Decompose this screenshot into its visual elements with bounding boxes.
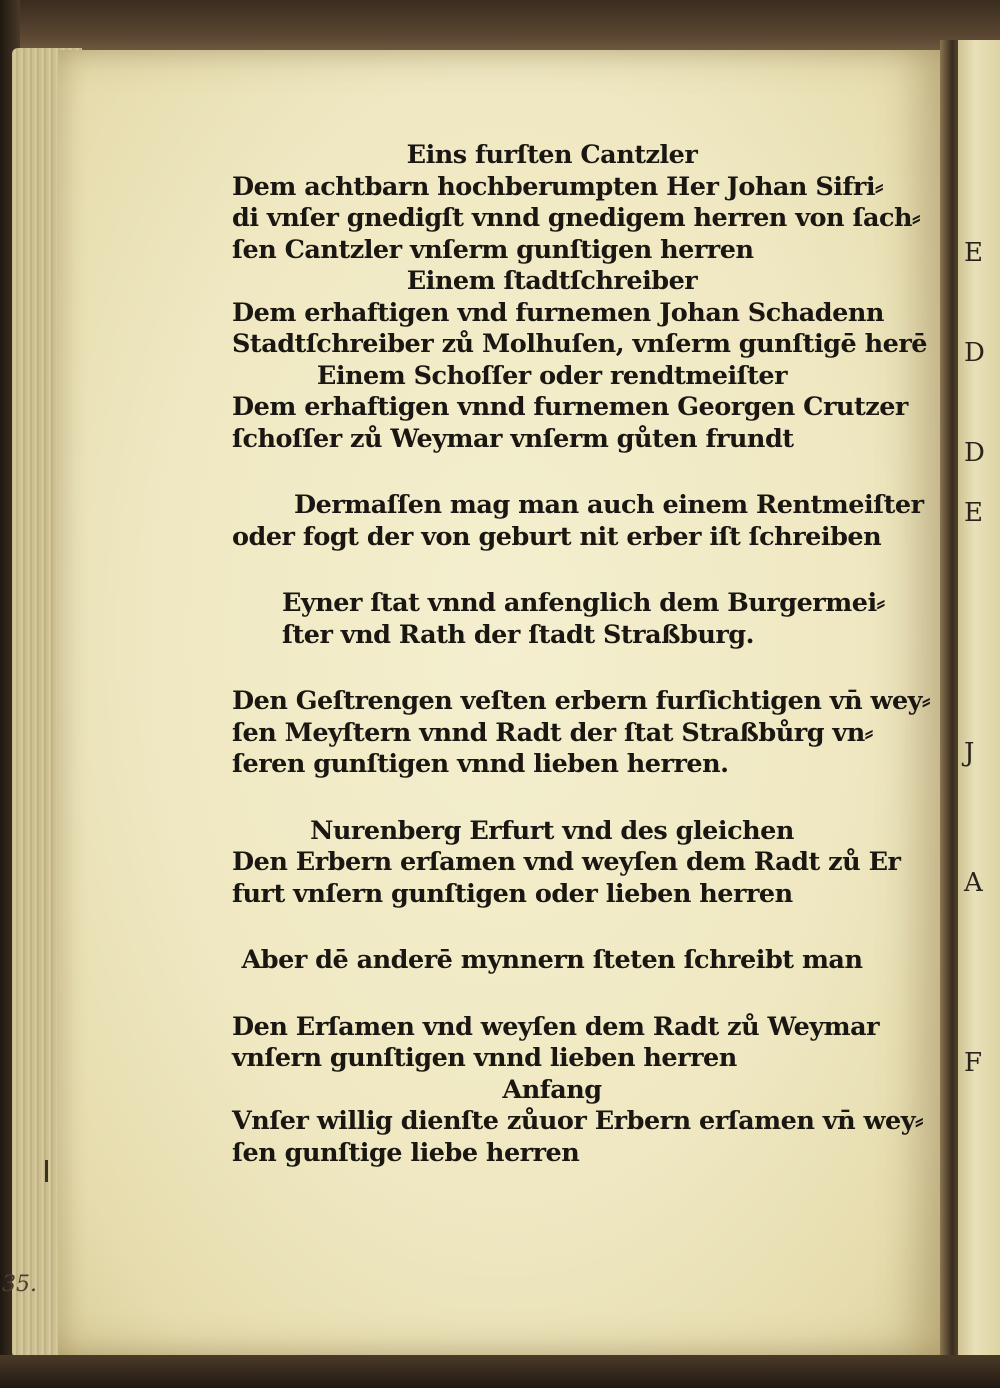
text-line: di vnſer gnedigſt vnnd gnedigem herren von ſach⸗ — [232, 203, 921, 233]
paragraph-gap — [232, 781, 872, 816]
text-line: Aber dē anderē mynnern ſteten ſchreibt man — [241, 945, 863, 975]
paragraph-gap — [232, 977, 872, 1012]
text-line: ſen gunſtige liebe herren — [232, 1137, 580, 1168]
paragraph-gap — [232, 910, 872, 945]
text-line: ſen Cantzler vnſerm gunſtigen herren — [232, 234, 754, 265]
folio-number: 35. — [2, 1272, 37, 1297]
facing-page-glyph: A — [964, 868, 983, 898]
text-line: Nurenberg Erfurt vnd des gleichen — [310, 815, 794, 846]
text-line: oder fogt der von geburt nit erber iſt ſchreiben — [232, 521, 882, 552]
paragraph-gap — [232, 651, 872, 686]
facing-page-glyph: E — [964, 498, 983, 528]
text-line: Anfang — [502, 1074, 602, 1105]
text-line: Dem erhaftigen vnd furnemen Johan Schadenn — [232, 297, 884, 328]
facing-page-glyph: D — [964, 338, 985, 368]
text-line: ſeren gunſtigen vnnd lieben herren. — [232, 749, 729, 779]
text-line: furt vnſern gunſtigen oder lieben herren — [232, 878, 793, 909]
text-line: Vnſer willig dienſte zůuor Erbern erſamen vn̄ wey⸗ — [232, 1106, 924, 1136]
text-line: Den Erſamen vnd weyſen dem Radt zů Weymar — [232, 1011, 880, 1042]
facing-page-glyph: F — [964, 1048, 983, 1078]
text-line: Den Geſtrengen veſten erbern furſichtigen vn̄ wey⸗ — [232, 686, 930, 716]
text-line: ſen Meyſtern vnnd Radt der ſtat Straßbůrg vn⸗ — [232, 717, 873, 748]
paragraph-gap — [232, 455, 872, 490]
text-line: Einem Schoſſer oder rendtmeiſter — [316, 360, 788, 391]
text-line: Dem achtbarn hochberumpten Her Johan Sifri⸗ — [232, 171, 884, 202]
facing-page-glyph: E — [964, 238, 983, 268]
facing-page-glyph: D — [964, 438, 985, 468]
facing-page — [958, 40, 1000, 1360]
text-line: Einem ſtadtſchreiber — [406, 266, 698, 296]
bottom-edge — [0, 1355, 1000, 1388]
facing-page-glyph: J — [964, 738, 975, 768]
text-line: Dem erhaftigen vnnd furnemen Georgen Crutzer — [232, 392, 908, 422]
page-mark — [45, 1160, 48, 1182]
text-line: ſchoſſer zů Weymar vnſerm gůten frundt — [232, 423, 794, 454]
text-line: Eins furſten Cantzler — [406, 140, 698, 170]
paragraph-gap — [232, 553, 872, 588]
text-line: ſter vnd Rath der ſtadt Straßburg. — [282, 619, 755, 650]
text-line: Dermaſſen mag man auch einem Rentmeiſter — [294, 490, 924, 520]
text-line: Den Erbern erſamen vnd weyſen dem Radt zů Er — [232, 847, 901, 877]
text-block — [232, 140, 930, 1169]
text-line: Stadtſchreiber zů Molhuſen, vnſerm gunſtigē herē — [232, 329, 928, 359]
gutter — [940, 40, 960, 1360]
text-line: vnſern gunſtigen vnnd lieben herren — [232, 1043, 737, 1073]
text-line: Eyner ſtat vnnd anfenglich dem Burgermei⸗ — [282, 588, 885, 618]
